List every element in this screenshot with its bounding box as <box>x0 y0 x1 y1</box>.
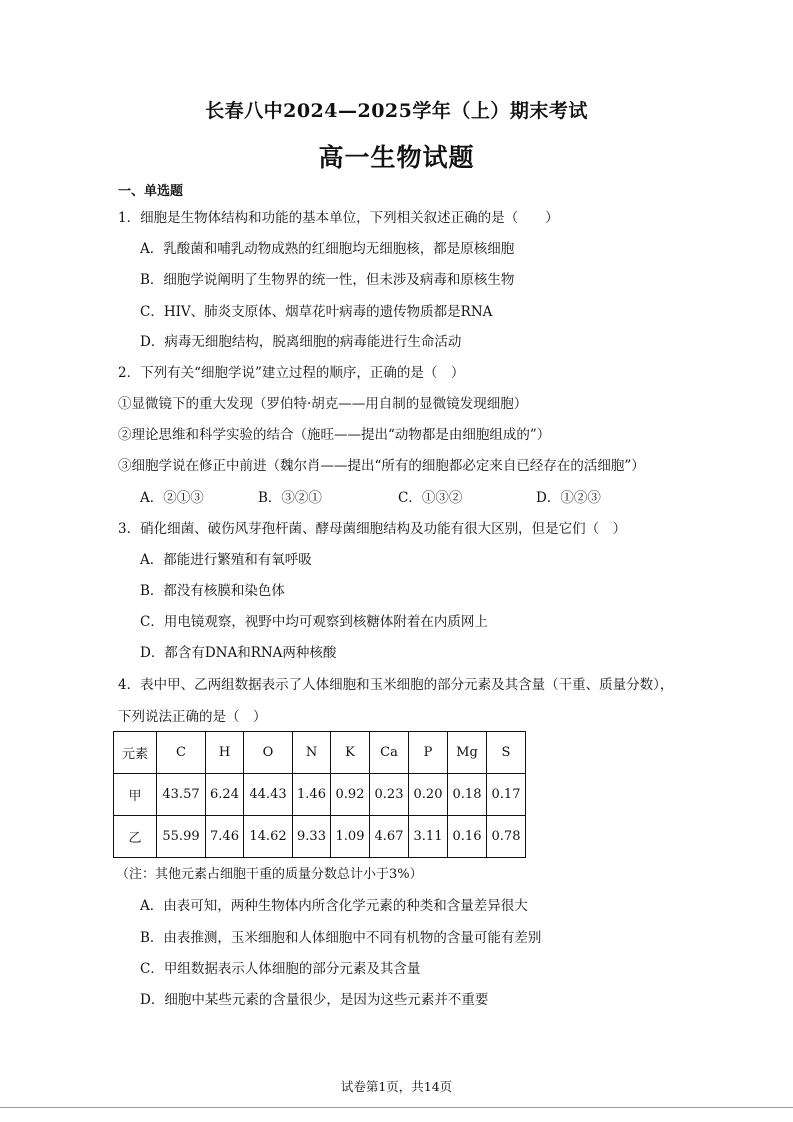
table-cell: 1.09 <box>331 816 370 858</box>
table-cell: P <box>409 732 448 774</box>
table-cell: 7.46 <box>206 816 244 858</box>
table-cell: Ca <box>370 732 409 774</box>
table-cell: 0.78 <box>487 816 526 858</box>
table-cell: 43.57 <box>157 774 206 816</box>
table-header-row <box>114 732 526 774</box>
table-cell: 9.33 <box>293 816 331 858</box>
table-row <box>114 816 526 858</box>
table-cell: S <box>487 732 526 774</box>
question-4-stem-line-1: 4．表中甲、乙两组数据表示了人体细胞和玉米细胞的部分元素及其含量（干重、质量分数）， <box>118 677 674 693</box>
school-exam-title: 长春八中2024—2025学年（上）期末考试 <box>205 100 588 122</box>
table-cell: O <box>244 732 293 774</box>
question-2-option-c: C．①③② <box>398 490 463 506</box>
question-3-option-b: B．都没有核膜和染色体 <box>140 583 285 599</box>
table-cell: 6.24 <box>206 774 244 816</box>
question-2-item-3: ③细胞学说在修正中前进（魏尔肖——提出“所有的细胞都必定来自已经存在的活细胞”） <box>118 458 645 474</box>
table-cell: C <box>157 732 206 774</box>
question-2-item-2: ②理论思维和科学实验的结合（施旺——提出“动物都是由细胞组成的”） <box>118 427 551 443</box>
question-1-option-a: A．乳酸菌和哺乳动物成熟的红细胞均无细胞核，都是原核细胞 <box>140 241 515 257</box>
paper-title: 高一生物试题 <box>318 143 475 172</box>
table-cell: 元素 <box>114 732 157 774</box>
table-cell: 甲 <box>114 774 157 816</box>
question-4-stem-line-2: 下列说法正确的是（ ） <box>118 709 267 725</box>
table-cell: 1.46 <box>293 774 331 816</box>
question-3-option-d: D．都含有DNA和RNA两种核酸 <box>140 645 337 661</box>
question-1-option-d: D．病毒无细胞结构，脱离细胞的病毒能进行生命活动 <box>140 334 462 350</box>
question-2-option-b: B．③②① <box>258 490 322 506</box>
table-cell: K <box>331 732 370 774</box>
table-cell: 0.23 <box>370 774 409 816</box>
question-1-option-c: C．HIV、肺炎支原体、烟草花叶病毒的遗传物质都是RNA <box>140 304 493 320</box>
question-3-stem: 3．硝化细菌、破伤风芽孢杆菌、酵母菌细胞结构及功能有很大区别，但是它们（ ） <box>118 521 627 537</box>
element-content-table <box>113 731 526 858</box>
table-cell: 0.16 <box>448 816 487 858</box>
table-cell: 14.62 <box>244 816 293 858</box>
table-cell: 4.67 <box>370 816 409 858</box>
table-cell: H <box>206 732 244 774</box>
question-3-option-a: A．都能进行繁殖和有氧呼吸 <box>140 552 312 568</box>
table-row <box>114 774 526 816</box>
page-footer: 试卷第1页，共14页 <box>340 1079 453 1094</box>
question-2-option-a: A．②①③ <box>140 490 204 506</box>
table-cell: 44.43 <box>244 774 293 816</box>
table-cell: 0.92 <box>331 774 370 816</box>
table-cell: 0.17 <box>487 774 526 816</box>
bottom-divider <box>0 1107 793 1108</box>
table-note: （注：其他元素占细胞干重的质量分数总计小于3%） <box>116 867 423 882</box>
question-1-stem: 1．细胞是生物体结构和功能的基本单位，下列相关叙述正确的是（ ） <box>118 210 559 226</box>
question-4-option-b: B．由表推测，玉米细胞和人体细胞中不同有机物的含量可能有差别 <box>140 930 542 946</box>
question-4-option-d: D．细胞中某些元素的含量很少，是因为这些元素并不重要 <box>140 992 489 1008</box>
question-2-option-d: D．①②③ <box>536 490 601 506</box>
question-4-option-c: C．甲组数据表示人体细胞的部分元素及其含量 <box>140 961 421 977</box>
table-cell: N <box>293 732 331 774</box>
question-2-stem: 2．下列有关“细胞学说”建立过程的顺序，正确的是（ ） <box>118 365 465 381</box>
question-3-option-c: C．用电镜观察，视野中均可观察到核糖体附着在内质网上 <box>140 614 488 630</box>
table-cell: 乙 <box>114 816 157 858</box>
section-heading: 一、单选题 <box>118 184 184 199</box>
table-cell: 3.11 <box>409 816 448 858</box>
question-4-option-a: A．由表可知，两种生物体内所含化学元素的种类和含量差异很大 <box>140 898 528 914</box>
table-cell: 0.20 <box>409 774 448 816</box>
question-1-option-b: B．细胞学说阐明了生物界的统一性，但未涉及病毒和原核生物 <box>140 272 515 288</box>
table-cell: 0.18 <box>448 774 487 816</box>
table-cell: Mg <box>448 732 487 774</box>
question-2-item-1: ①显微镜下的重大发现（罗伯特·胡克——用自制的显微镜发现细胞） <box>118 396 528 412</box>
table-cell: 55.99 <box>157 816 206 858</box>
